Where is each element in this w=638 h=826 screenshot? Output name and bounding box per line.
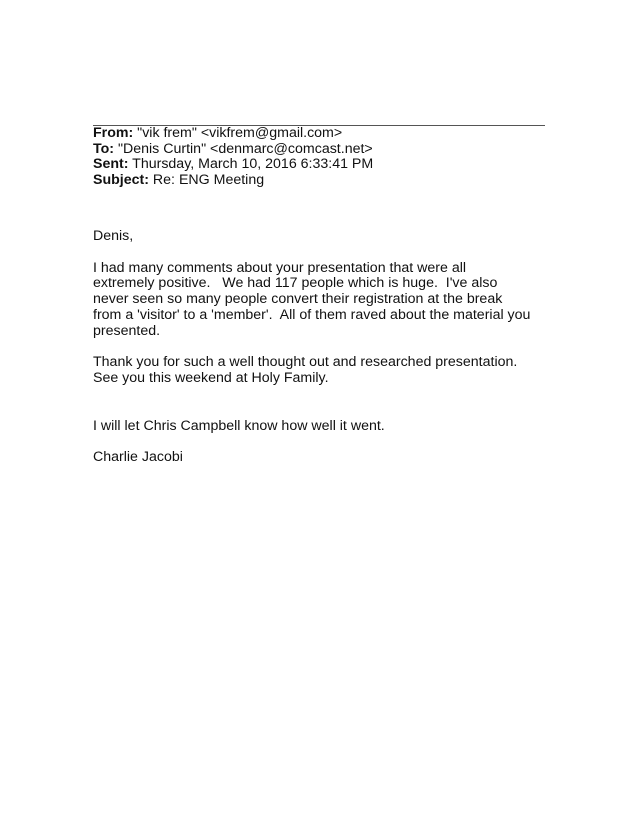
- greeting: Denis,: [93, 228, 134, 244]
- to-line: [93, 142, 553, 158]
- sent-label: Sent:: [93, 156, 129, 172]
- signature: Charlie Jacobi: [93, 449, 183, 466]
- paragraph-1: [93, 261, 563, 340]
- subject-line: [93, 173, 553, 189]
- sent-value: Thursday, March 10, 2016 6:33:41 PM: [132, 156, 374, 172]
- from-value: "vik frem" <vikfrem@gmail.com>: [137, 125, 343, 141]
- paragraph-1-line: I had many comments about your presentation that were all: [93, 259, 467, 276]
- subject-label: Subject:: [93, 171, 149, 188]
- from-label: From:: [93, 125, 134, 141]
- to-label: To:: [93, 140, 115, 157]
- paragraph-2: [93, 355, 563, 387]
- paragraph-1-line: from a 'visitor' to a 'member'. All of them raved about the material you: [93, 306, 531, 323]
- paragraph-2-line: See you this weekend at Holy Family.: [93, 370, 329, 387]
- from-line: [93, 126, 553, 142]
- email-body: [93, 229, 563, 466]
- email-header: [93, 126, 553, 188]
- to-value: "Denis Curtin" <denmarc@comcast.net>: [117, 140, 373, 157]
- paragraph-1-line: extremely positive. We had 117 people which is huge. I've also: [93, 275, 498, 292]
- paragraph-1-line: presented.: [93, 322, 161, 339]
- sent-line: [93, 157, 553, 173]
- paragraph-1-line: never seen so many people convert their registration at the break: [93, 291, 503, 308]
- subject-value: Re: ENG Meeting: [152, 171, 265, 188]
- paragraph-2-line: Thank you for such a well thought out and researched presentation.: [93, 354, 518, 371]
- paragraph-3: I will let Chris Campbell know how well it went.: [93, 417, 385, 434]
